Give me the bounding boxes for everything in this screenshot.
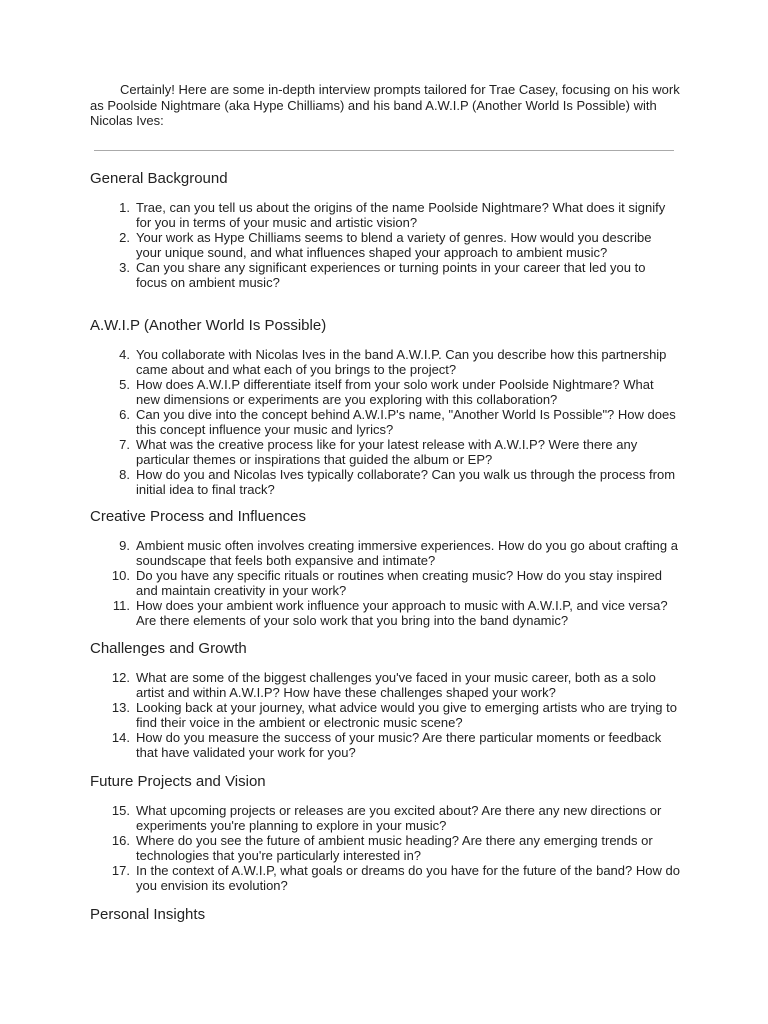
item-number: 4.	[119, 347, 130, 362]
section-personal-insights	[90, 906, 690, 936]
item-text: Trae, can you tell us about the origins of the name Poolside Nightmare? What does it signify for you in terms of your music and artistic vision?	[136, 200, 666, 230]
item-text: What are some of the biggest challenges you've faced in your music career, both as a solo artist and within A.W.I.P? How have these challenges shaped your work?	[136, 670, 656, 700]
list-item	[90, 730, 680, 760]
list-item	[90, 437, 680, 467]
item-text: Your work as Hype Chilliams seems to blend a variety of genres. How would you describe your unique sound, and what influences shaped your approach to ambient music?	[136, 230, 652, 260]
question-list	[90, 670, 690, 760]
item-number: 8.	[119, 467, 130, 482]
list-item	[90, 803, 680, 833]
item-text: In the context of A.W.I.P, what goals or dreams do you have for the future of the band? How do you envision its evolution?	[136, 863, 680, 893]
item-number: 11.	[112, 598, 130, 613]
section-challenges-growth	[90, 640, 690, 760]
list-item	[90, 700, 680, 730]
section-heading: Creative Process and Influences	[90, 508, 306, 525]
item-text: What was the creative process like for your latest release with A.W.I.P? Were there any particular themes or inspirations that guided the album or EP?	[136, 437, 638, 467]
item-number: 12.	[111, 670, 130, 685]
item-text: Ambient music often involves creating immersive experiences. How do you go about crafting a soundscape that feels both expansive and intimate?	[136, 538, 678, 568]
question-list	[90, 803, 690, 893]
section-creative-process	[90, 508, 690, 628]
question-list	[90, 347, 690, 497]
item-text: Can you dive into the concept behind A.W.I.P's name, "Another World Is Possible"? How does this concept influence your music and lyrics?	[136, 407, 676, 437]
list-item	[90, 863, 680, 893]
item-number: 13.	[111, 700, 130, 715]
item-text: Can you share any significant experiences or turning points in your career that led you to focus on ambient music?	[136, 260, 646, 290]
item-number: 2.	[119, 230, 130, 245]
section-awip	[90, 317, 690, 497]
item-text: You collaborate with Nicolas Ives in the band A.W.I.P. Can you describe how this partnership came about and what each of you brings to the project?	[136, 347, 667, 377]
list-item	[90, 407, 680, 437]
item-text: Do you have any specific rituals or routines when creating music? How do you stay inspired and maintain creativity in your work?	[136, 568, 663, 598]
item-number: 3.	[119, 260, 130, 275]
list-item	[90, 347, 680, 377]
item-number: 6.	[119, 407, 130, 422]
item-text: How does your ambient work influence your approach to music with A.W.I.P, and vice versa? Are there elements of your solo work that you bring into the band dynamic?	[136, 598, 668, 628]
item-number: 1.	[119, 200, 130, 215]
item-number: 5.	[119, 377, 130, 392]
item-text: How does A.W.I.P differentiate itself from your solo work under Poolside Nightmare? What new dimensions or experiments are you exploring with this collaboration?	[136, 377, 654, 407]
item-text: Where do you see the future of ambient music heading? Are there any emerging trends or technologies that you're particularly interested in?	[136, 833, 653, 863]
question-list	[90, 538, 690, 628]
section-heading: A.W.I.P (Another World Is Possible)	[90, 317, 327, 334]
item-text: How do you measure the success of your music? Are there particular moments or feedback that have validated your work for you?	[136, 730, 662, 760]
section-heading: Future Projects and Vision	[90, 773, 266, 790]
item-number: 10.	[111, 568, 130, 583]
section-future-projects	[90, 773, 690, 893]
list-item	[90, 377, 680, 407]
section-heading: General Background	[90, 170, 228, 187]
item-number: 14.	[111, 730, 130, 745]
section-general-background	[90, 170, 690, 290]
section-heading: Challenges and Growth	[90, 640, 247, 657]
list-item	[90, 200, 680, 230]
list-item	[90, 538, 680, 568]
list-item	[90, 598, 680, 628]
list-item	[90, 230, 680, 260]
item-number: 7.	[119, 437, 130, 452]
item-number: 15.	[111, 803, 130, 818]
list-item	[90, 670, 680, 700]
horizontal-rule	[94, 150, 674, 151]
item-text: What upcoming projects or releases are you excited about? Are there any new directions or experiments you're planning to explore in your music?	[136, 803, 662, 833]
question-list	[90, 200, 690, 290]
section-heading: Personal Insights	[90, 906, 206, 923]
list-item	[90, 260, 680, 290]
item-number: 17.	[111, 863, 130, 878]
item-text: Looking back at your journey, what advice would you give to emerging artists who are trying to find their voice in the ambient or electronic music scene?	[136, 700, 677, 730]
list-item	[90, 833, 680, 863]
list-item	[90, 467, 680, 497]
item-number: 16.	[111, 833, 130, 848]
item-number: 9.	[119, 538, 130, 553]
item-text: How do you and Nicolas Ives typically collaborate? Can you walk us through the process from initial idea to final track?	[136, 467, 676, 497]
list-item	[90, 568, 680, 598]
intro-paragraph: Certainly! Here are some in-depth interview prompts tailored for Trae Casey, focusing on his work as Poolside Nightmare (aka Hype Chilliams) and his band A.W.I.P (Another World Is Possible) with Nicolas Ives:	[90, 82, 680, 128]
